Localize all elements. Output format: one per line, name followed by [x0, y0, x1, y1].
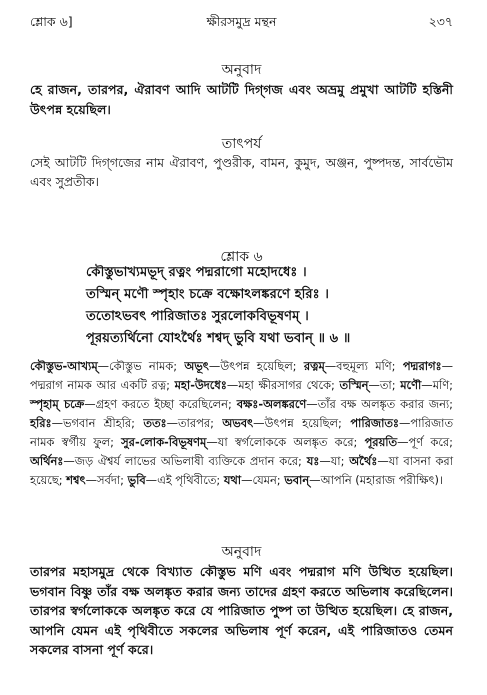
synonym-meaning: —বহুমূল্য মণি; — [324, 359, 403, 373]
word-for-word-synonyms — [30, 357, 453, 490]
synonym-word: শশ্বৎ — [66, 473, 86, 487]
synonym-entry — [307, 454, 350, 468]
verse-block — [86, 262, 453, 350]
synonym-entry — [304, 359, 403, 373]
header-chapter-title: ক্ষীরসমুদ্র মন্থন — [206, 14, 277, 29]
synonym-entry — [121, 435, 364, 449]
synonym-meaning: —যেমন; — [241, 473, 285, 487]
verse-line: কৌস্তুভাখ্যমভূদ্ রত্নং পদ্মরাগো মহোদধেঃ । — [86, 265, 307, 280]
synonym-word: রত্নম্ — [303, 359, 325, 373]
synonym-entry — [143, 416, 222, 430]
header-page-number: ২৩৭ — [428, 14, 453, 29]
prev-translation-title: অনুবাদ — [221, 62, 262, 78]
synonym-word: ভবান্ — [284, 473, 310, 487]
synonym-meaning: —যা বাসনা করা হয়েছে; — [30, 454, 453, 487]
verse-line: পূরয়ত্যর্থিনো যোঽর্থৈঃ শশ্বদ্ ভুবি যথা ভবান্ ॥ ৬ ॥ — [86, 331, 351, 346]
translation-text: তারপর মহাসমুদ্র থেকে বিখ্যাত কৌস্তুভ মণি এবং পদ্মরাগ মণি উত্থিত হয়েছিল। ভগবান বিষ্ণু তাঁর বক্ষ অলঙ্কৃত করার জন্য তাদের গ্রহণ করতে অভিলাষ করেছিলেন। তারপর স্বর্গলোককে অলঙ্কৃত করে যে পারিজাত পুষ্প তা উত্থিত হয়েছিল। হে রাজন, আপনি যেমন এই পৃথিবীতে সকলের অভিলাষ পূর্ণ করেন, এই পারিজাতও তেমন সকলের বাসনা পূর্ণ করে। — [30, 564, 453, 658]
synonym-word: ভুবি — [127, 473, 146, 487]
synonym-meaning: —জড় ঐশ্বর্য লাভের অভিলাষী ব্যক্তিকে প্রদান করে; — [63, 454, 307, 468]
synonym-word: যথা — [223, 473, 242, 487]
synonym-meaning: —সর্বদা; — [85, 473, 128, 487]
synonym-entry — [184, 359, 303, 373]
synonym-entry — [400, 378, 453, 392]
synonym-meaning: —এই পৃথিবীতে; — [145, 473, 224, 487]
verse-title: শ্লোক ৬ — [220, 249, 263, 265]
synonym-entry — [30, 454, 307, 468]
synonym-word: সুর-লোক-বিভূষণম্ — [121, 435, 207, 449]
synonym-word: বক্ষঃ-অলঙ্করণে — [236, 397, 307, 411]
synonym-entry — [30, 416, 143, 430]
synonym-word: যঃ — [306, 454, 320, 468]
synonym-word: স্পৃহাম্ চক্রে — [30, 397, 85, 411]
synonym-entry — [237, 397, 453, 411]
synonym-meaning: —কৌস্তুভ নামক; — [97, 359, 185, 373]
verse-line: ততোঽভবৎ পারিজাতঃ সুরলোকবিভূষণম্ । — [86, 309, 309, 324]
synonym-entry — [66, 473, 127, 487]
synonym-meaning: —গ্রহণ করতে ইচ্ছা করেছিলেন; — [84, 397, 237, 411]
synonym-meaning: —তারপর; — [166, 416, 223, 430]
translation-title: অনুবাদ — [221, 544, 262, 560]
synonym-word: পারিজাতঃ — [350, 416, 399, 430]
synonym-word: অর্থিনঃ — [30, 454, 64, 468]
synonym-meaning: —তা; — [368, 378, 401, 392]
synonym-word: পূরয়তি — [364, 435, 398, 449]
synonym-word: অভবৎ — [222, 416, 254, 430]
synonym-meaning: —আপনি (মহারাজ পরীক্ষিৎ)। — [309, 473, 444, 487]
synonym-word: মণৌ — [400, 378, 422, 392]
synonym-meaning: —পূর্ণ করে; — [397, 435, 453, 449]
synonym-word: পদ্মরাগঃ — [402, 359, 442, 373]
synonym-entry — [30, 359, 184, 373]
synonym-entry — [340, 378, 401, 392]
synonym-word: কৌস্তুভ-আখ্যম্ — [30, 359, 98, 373]
synonym-word: অর্থৈঃ — [349, 454, 378, 468]
header-verse-ref: শ্লোক ৬] — [30, 14, 73, 29]
verse-line: তস্মিন্ মণৌ স্পৃহাং চক্রে বক্ষোঽলঙ্করণে হরিঃ । — [86, 287, 330, 302]
synonym-meaning: —তাঁর বক্ষ অলঙ্কৃত করার জন্য; — [306, 397, 454, 411]
synonym-entry — [222, 416, 350, 430]
synonym-word: অভূৎ — [184, 359, 209, 373]
synonym-entry — [284, 473, 443, 487]
synonym-word: হরিঃ — [30, 416, 52, 430]
synonym-meaning: —উৎপন্ন হয়েছিল; — [253, 416, 351, 430]
synonym-meaning: —পদ্মরাগ নামক আর একটি রত্ন; — [30, 359, 453, 392]
synonym-meaning: —মণি; — [421, 378, 453, 392]
synonym-word: মহা-উদধেঃ — [174, 378, 227, 392]
purport-text: সেই আটটি দিগ্‌গজের নাম ঐরাবণ, পুণ্ডরীক, বামন, কুমুদ, অঞ্জন, পুষ্পদন্ত, সার্বভৌম এবং সুপ্রতীক। — [30, 155, 453, 189]
synonym-meaning: —পারিজাত নামক স্বর্গীয় ফুল; — [30, 416, 453, 449]
synonym-meaning: —যা স্বর্গলোককে অলঙ্কৃত করে; — [206, 435, 365, 449]
running-header — [30, 14, 453, 34]
synonym-meaning: —মহা ক্ষীরসাগর থেকে; — [226, 378, 340, 392]
synonym-word: ততঃ — [143, 416, 167, 430]
synonym-entry — [128, 473, 224, 487]
synonym-entry — [30, 397, 237, 411]
synonym-word: তস্মিন্ — [339, 378, 369, 392]
synonym-meaning: —উৎপন্ন হয়েছিল; — [208, 359, 304, 373]
synonym-entry — [175, 378, 340, 392]
prev-translation-text: হে রাজন, তারপর, ঐরাবণ আদি আটটি দিগ্‌গজ এবং অভ্রমু প্রমুখা আটটি হস্তিনী উৎপন্ন হয়েছিল। — [30, 82, 453, 117]
synonym-meaning: —ভগবান শ্রীহরি; — [51, 416, 144, 430]
synonym-meaning: —যা; — [319, 454, 350, 468]
synonym-entry — [365, 435, 453, 449]
purport-title: তাৎপর্য — [221, 136, 262, 152]
synonym-entry — [224, 473, 284, 487]
